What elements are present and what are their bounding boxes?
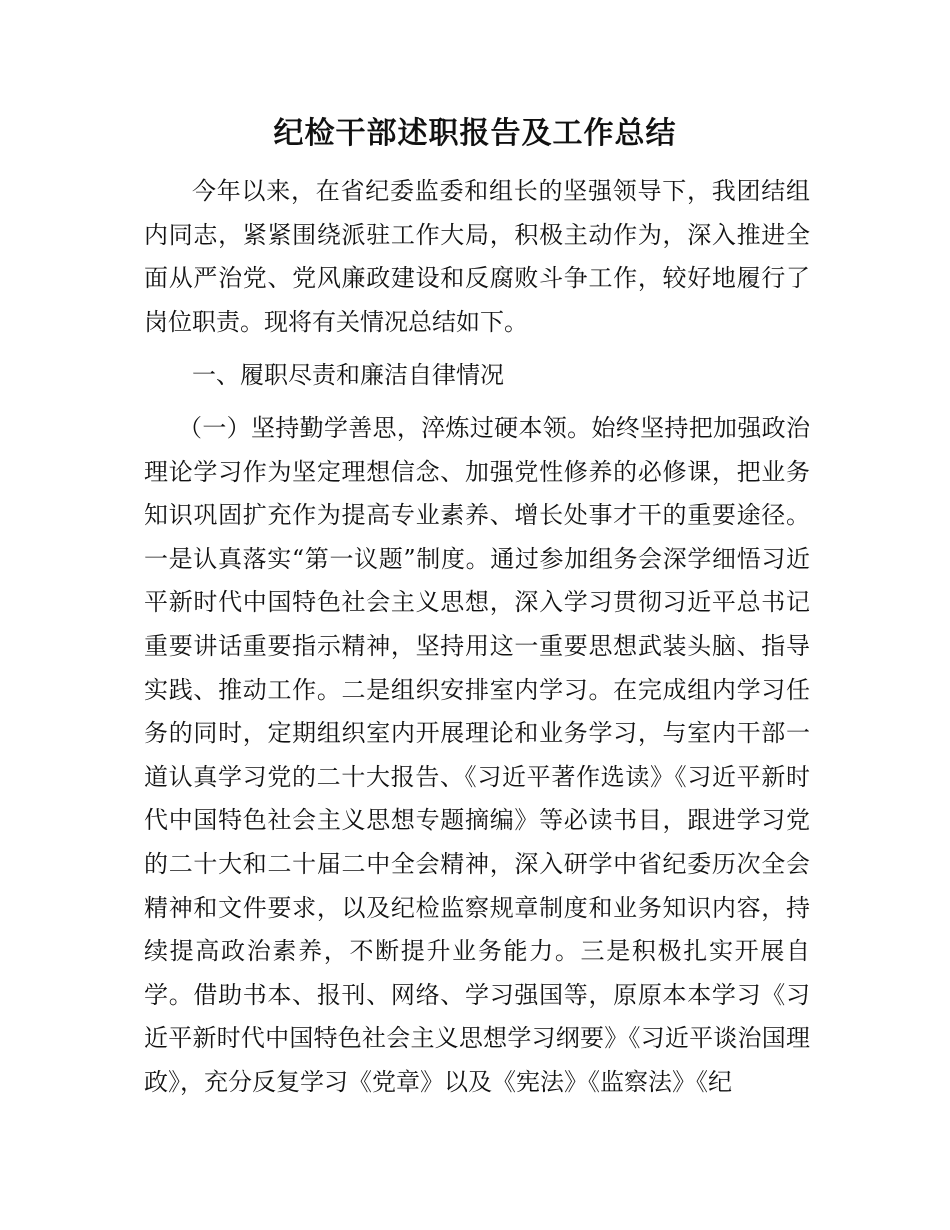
section-heading: 一、履职尽责和廉洁自律情况 xyxy=(192,361,504,389)
document-title: 纪检干部述职报告及工作总结 xyxy=(273,116,677,151)
body-paragraph: （一）坚持勤学善思，淬炼过硬本领。始终坚持把加强政治理论学习作为坚定理想信念、加强党性修养的必修课，把业务知识巩固扩充作为提高专业素养、增长处事才干的重要途径。一是认真落实“第一议题”制度。通过参加组务会深学细悟习近平新时代中国特色社会主义思想，深入学习贯彻习近平总书记重要讲话重要指示精神，坚持用这一重要思想武装头脑、指导实践、推动工作。二是组织安排室内学习。在完成组内学习任务的同时，定期组织室内开展理论和业务学习，与室内干部一道认真学习党的二十大报告、《习近平著作选读》《习近平新时代中国特色社会主义思想专题摘编》等必读书目，跟进学习党的二十大和二十届二中全会精神，深入研学中省纪委历次全会精神和文件要求，以及纪检监察规章制度和业务知识内容，持续提高政治素养，不断提升业务能力。三是积极扎实开展自学。借助书本、报刊、网络、学习强国等，原原本本学习《习近平新时代中国特色社会主义思想学习纲要》《习近平谈治国理政》，充分反复学习《党章》以及《宪法》《监察法》《纪 xyxy=(144,414,810,1096)
intro-paragraph: 今年以来，在省纪委监委和组长的坚强领导下，我团结组内同志，紧紧围绕派驻工作大局，积极主动作为，深入推进全面从严治党、党风廉政建设和反腐败斗争工作，较好地履行了岗位职责。现将有关情况总结如下。 xyxy=(144,177,810,336)
